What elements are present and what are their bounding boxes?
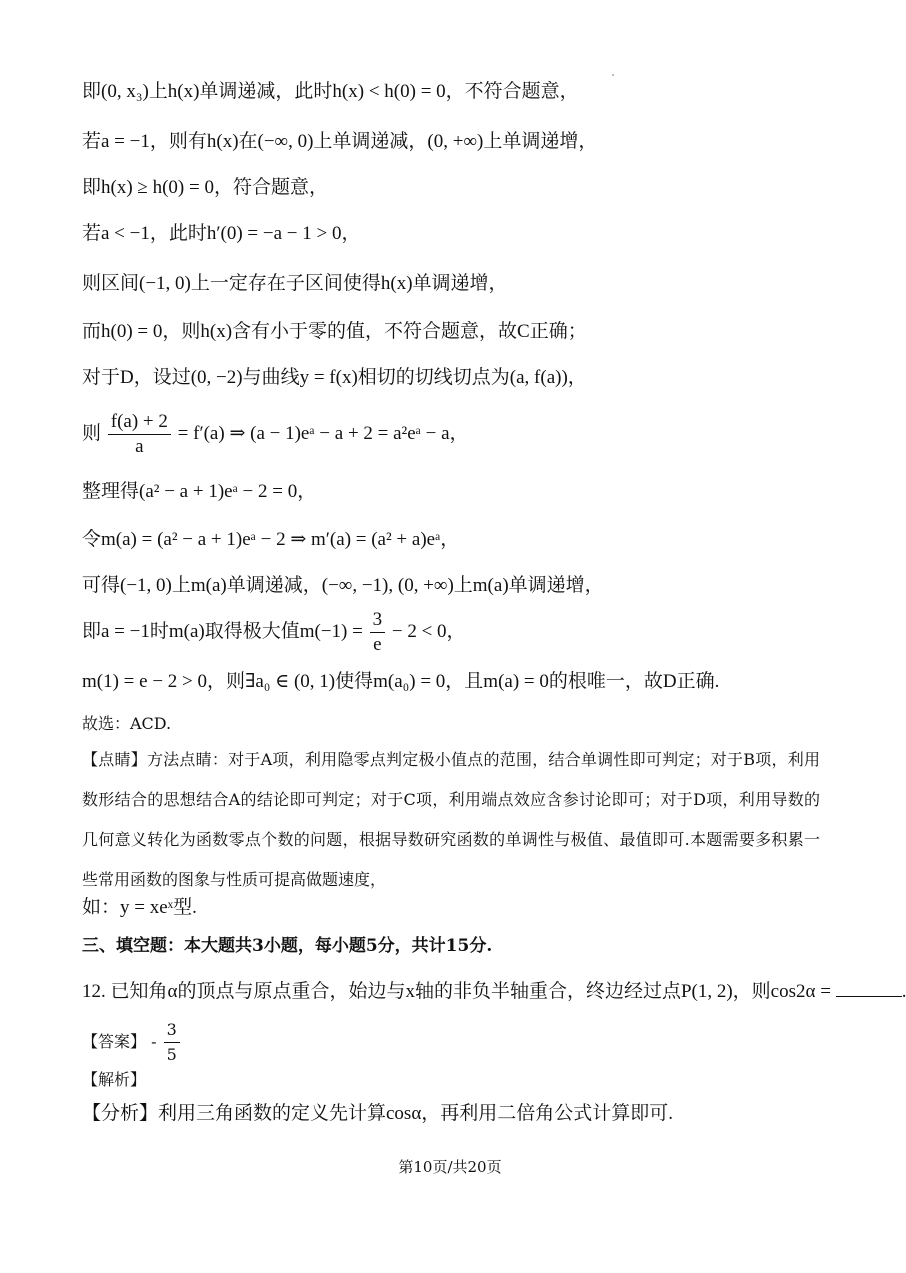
fraction-denominator: e <box>373 634 382 655</box>
example-line: 如：y = xeˣ型. <box>82 897 197 918</box>
dianjing-paragraph: 【点睛】方法点睛：对于A项，利用隐零点判定极小值点的范围，结合单调性即可判定；对于B项，利用数形结合的思想结合A的结论即可判定；对于C项，利用端点效应含参讨论即可；对于D项，利用导数的几何意义转化为函数零点个数的问题，根据导数研究函数的单调性与极值、最值即可.本题需要多积累一些常用函数的图象与性质可提高做题速度， <box>82 750 820 889</box>
equation-prefix: 则 <box>82 422 102 444</box>
text-line: 整理得(a² − a + 1)eᵃ − 2 = 0， <box>82 481 317 502</box>
scan-dot <box>612 74 614 76</box>
fraction-numerator: 3 <box>370 608 386 633</box>
question-end: . <box>901 981 906 1002</box>
text-line: 即(0, x₃)上h(x)单调递减，此时h(x) < h(0) = 0，不符合题意， <box>82 81 579 102</box>
fraction-numerator: 3 <box>164 1018 180 1043</box>
fraction <box>108 410 171 459</box>
text-line: 而h(0) = 0，则h(x)含有小于零的值，不符合题意，故C正确； <box>82 321 587 342</box>
text-line: 对于D，设过(0, −2)与曲线y = f(x)相切的切线切点为(a, f(a))， <box>82 367 587 388</box>
fraction-equation-line <box>82 608 820 657</box>
answer-line <box>82 1018 820 1067</box>
equation-rest: = f′(a) ⇒ (a − 1)eᵃ − a + 2 = a²eᵃ − a， <box>177 422 469 444</box>
text-line: m(1) = e − 2 > 0，则∃a₀ ∈ (0, 1)使得m(a₀) = 0，且m(a) = 0的根唯一，故D正确. <box>82 671 720 692</box>
equation-prefix: 即a = −1时m(a)取得极大值m(−1) = <box>82 620 363 642</box>
text-line: 若a = −1，则有h(x)在(−∞, 0)上单调递减，(0, +∞)上单调递增， <box>82 131 598 152</box>
analysis-label: 【解析】 <box>82 1070 147 1089</box>
fraction-numerator: f(a) + 2 <box>108 410 171 435</box>
answer-blank <box>836 980 902 997</box>
text-line: 若a < −1，此时h′(0) = −a − 1 > 0， <box>82 223 361 244</box>
equation-rest: − 2 < 0， <box>391 620 466 642</box>
section-heading: 三、填空题：本大题共3小题，每小题5分，共计15分. <box>82 936 493 956</box>
text-line: 则区间(−1, 0)上一定存在子区间使得h(x)单调递增， <box>82 273 508 294</box>
fraction-denominator: a <box>135 436 144 457</box>
fraction-denominator: 5 <box>166 1045 177 1064</box>
fraction-equation-line <box>82 410 820 459</box>
text-line: 令m(a) = (a² − a + 1)eᵃ − 2 ⇒ m′(a) = (a² + a)eᵃ， <box>82 529 460 550</box>
answer-label: 【答案】 <box>82 1032 147 1051</box>
page-footer: 第10页/共20页 <box>398 1158 502 1176</box>
text-line: 故选：ACD. <box>82 714 172 733</box>
answer-fraction <box>164 1018 180 1067</box>
fenxi-line: 【分析】利用三角函数的定义先计算cosα，再利用二倍角公式计算即可. <box>82 1103 674 1124</box>
text-line: 即h(x) ≥ h(0) = 0，符合题意， <box>82 177 328 198</box>
question-12 <box>82 980 906 1004</box>
answer-sign: - <box>151 1032 157 1051</box>
text-line: 可得(−1, 0)上m(a)单调递减，(−∞, −1), (0, +∞)上m(a)单调递增， <box>82 575 604 596</box>
fraction <box>370 608 386 657</box>
question-text: 12. 已知角α的顶点与原点重合，始边与x轴的非负半轴重合，终边经过点P(1, 2)，则cos2α = <box>82 981 831 1002</box>
